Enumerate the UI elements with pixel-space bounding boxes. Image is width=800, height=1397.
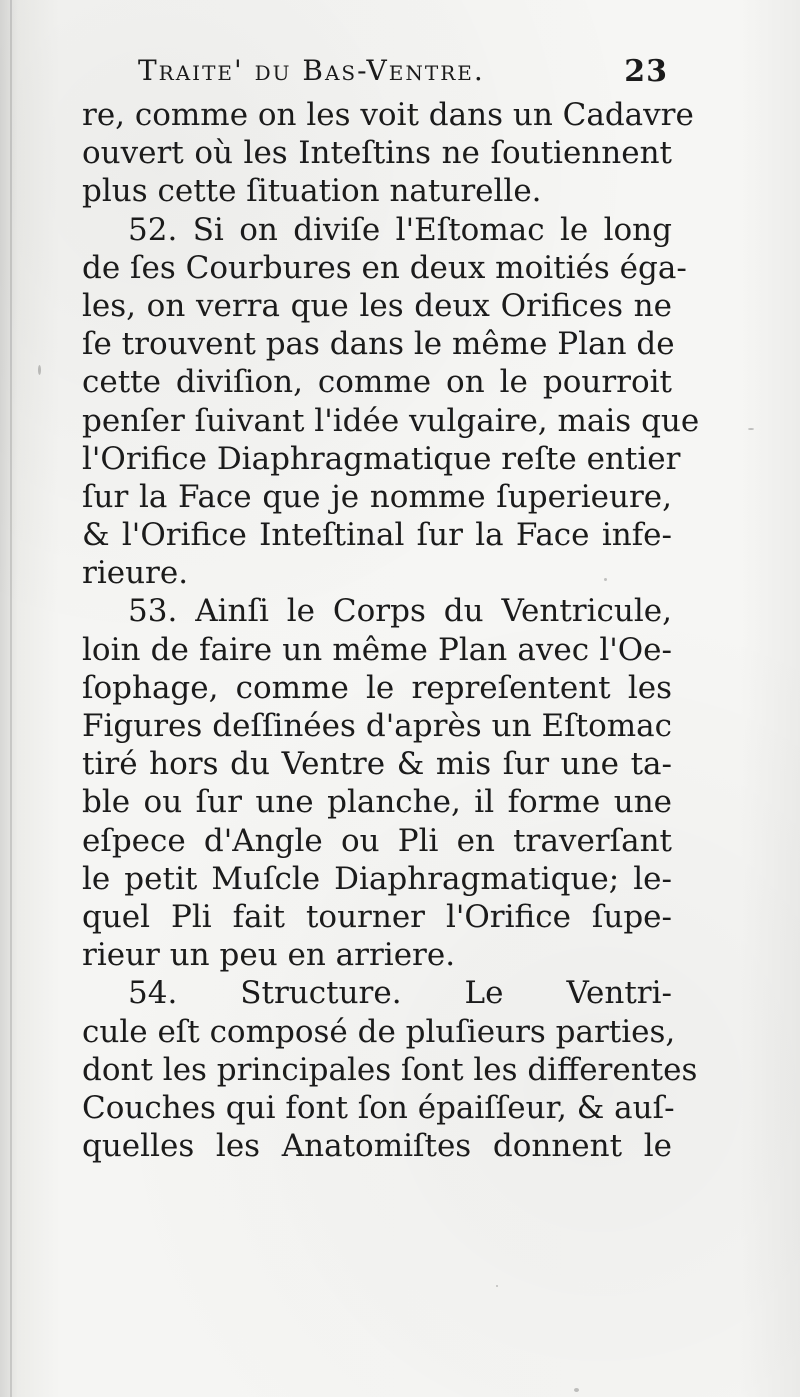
text-line: & l'Orifice Inteſtinal ſur la Face infe-	[82, 517, 672, 554]
paper-speck	[38, 365, 41, 375]
text-line: loin de faire un même Plan avec l'Oe-	[82, 631, 672, 668]
text-line: eſpece d'Angle ou Pli en traverſant	[82, 822, 672, 859]
page-gutter-shadow	[10, 0, 12, 1397]
text-line: cette diviſion, comme on le pourroit	[82, 364, 672, 401]
text-line: l'Orifice Diaphragmatique reſte entier	[82, 440, 681, 477]
text-line: les, on verra que les deux Orifices ne	[82, 287, 672, 324]
text-line: rieure.	[82, 555, 189, 592]
text-line: quel Pli fait tourner l'Orifice ſupe-	[82, 898, 672, 935]
text-line: ouvert où les Inteſtins ne ſoutiennent	[82, 135, 672, 172]
text-line: re, comme on les voit dans un Cadavre	[82, 97, 694, 133]
text-line: penſer ſuivant l'idée vulgaire, mais que	[82, 402, 700, 439]
page-text	[82, 96, 700, 1165]
paper-speck	[748, 428, 754, 430]
paragraph-52-start: 52. Si on diviſe l'Eſtomac le long	[128, 211, 672, 248]
header-title: Traite' du Bas-Ventre.	[138, 54, 485, 87]
page-number: 23	[624, 54, 668, 89]
text-line: tiré hors du Ventre & mis ſur une ta-	[82, 746, 672, 783]
text-line: Couches qui font ſon épaiſſeur, & auſ-	[82, 1089, 675, 1126]
text-line: ſur la Face que je nomme ſuperieure,	[82, 478, 672, 515]
text-line: plus cette ſituation naturelle.	[82, 173, 542, 210]
text-line: ble ou ſur une planche, il forme une	[82, 784, 672, 821]
running-header	[138, 54, 668, 92]
text-line: rieur un peu en arriere.	[82, 937, 456, 974]
text-line: ſe trouvent pas dans le même Plan de	[82, 326, 675, 363]
text-line: quelles les Anatomiſtes donnent le	[82, 1128, 672, 1165]
text-line: cule eſt composé de pluſieurs parties,	[82, 1013, 676, 1050]
text-line: ſophage, comme le repreſentent les	[82, 669, 672, 706]
paper-speck	[496, 1285, 498, 1287]
paper-speck	[574, 1388, 579, 1392]
paragraph-54-start: 54. Structure. Le Ventri-	[128, 975, 672, 1012]
text-line: Figures deſſinées d'après un Eſtomac	[82, 708, 672, 744]
text-line: dont les principales ſont les differentes	[82, 1051, 698, 1088]
paragraph-53-start: 53. Ainſi le Corps du Ventricule,	[128, 593, 672, 630]
text-line: le petit Muſcle Diaphragmatique; le-	[82, 860, 672, 897]
text-line: de ſes Courbures en deux moitiés éga-	[82, 249, 687, 286]
